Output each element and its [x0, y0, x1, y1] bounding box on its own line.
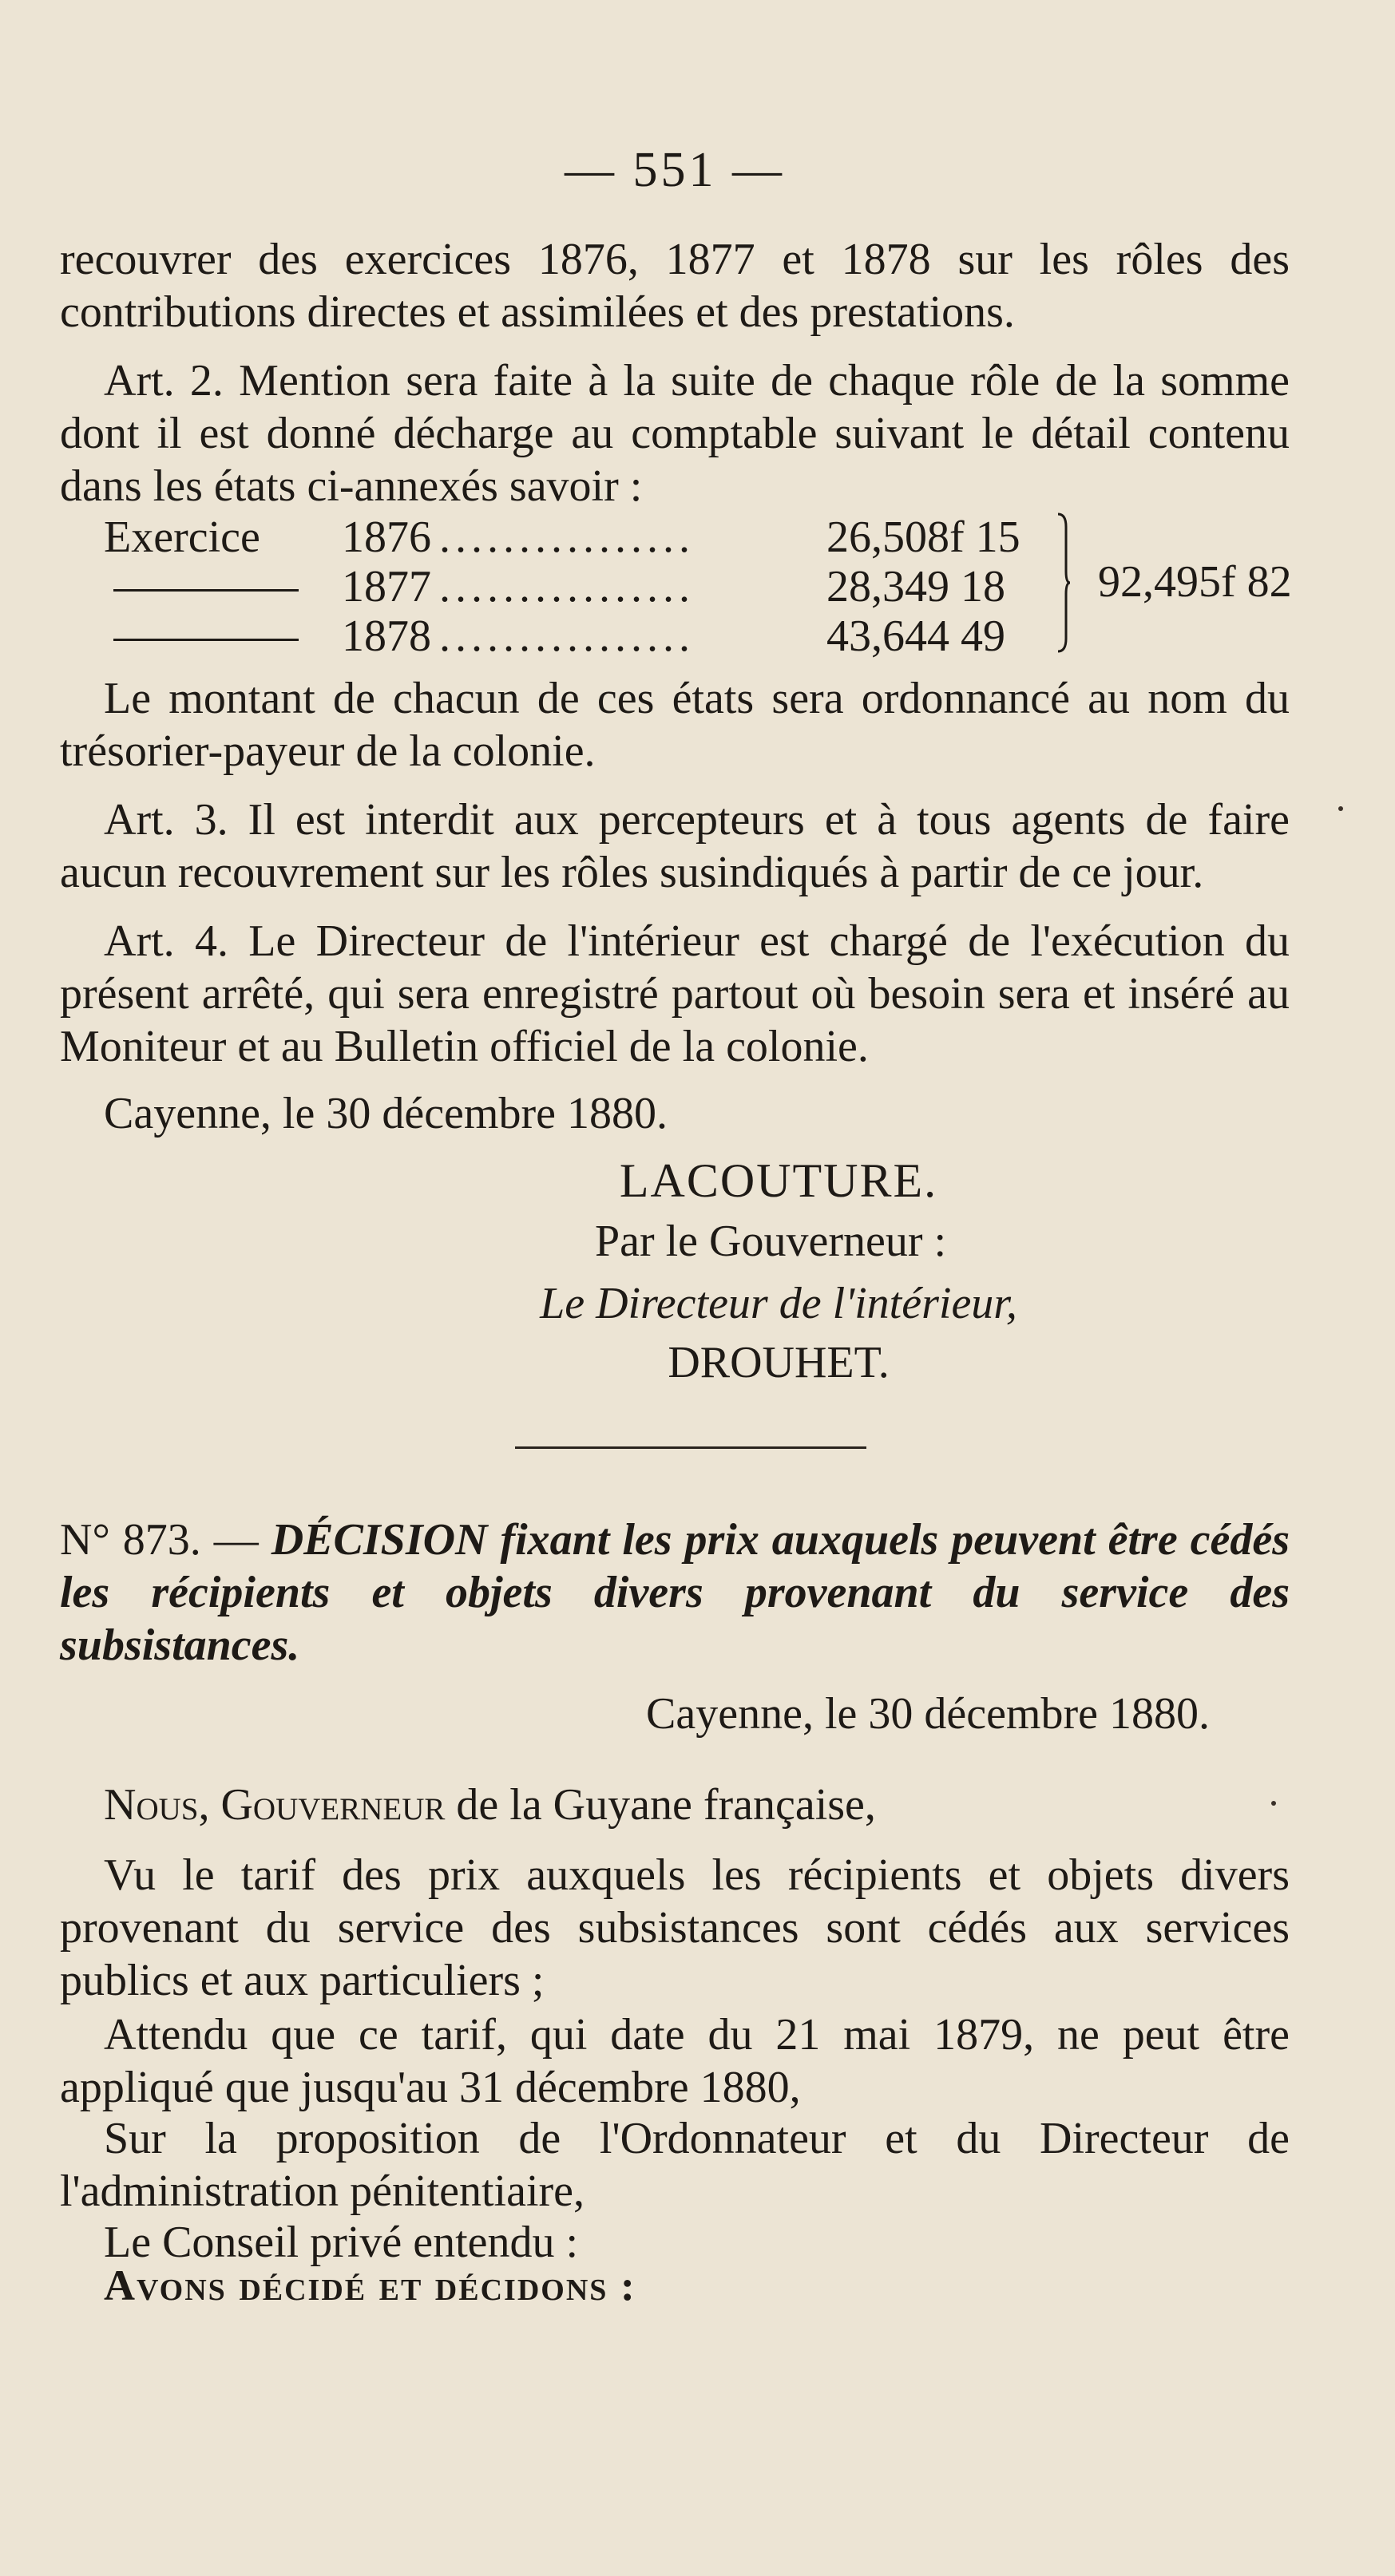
- paragraph-attendu: Attendu que ce tarif, qui date du 21 mai 1879, ne peut être appliqué que jusqu'au 31 décembre 1880,: [60, 2010, 1290, 2112]
- section-divider: [515, 1446, 866, 1449]
- date-line: Cayenne, le 30 décembre 1880.: [104, 1089, 668, 1138]
- paragraph-sur: Sur la proposition de l'Ordonnateur et du Directeur de l'administration pénitentiaire,: [60, 2114, 1290, 2216]
- decision-number: N° 873. —: [60, 1515, 259, 1565]
- exercise-total: 92,495f 82: [1098, 557, 1292, 607]
- leader-dots: ................: [439, 611, 695, 661]
- paragraph-article-2: Art. 2. Mention sera faite à la suite de chaque rôle de la somme dont il est donné décharge au comptable suivant le détail contenu dans les états ci-annexés savoir :: [60, 356, 1290, 511]
- paragraph-article-4: Art. 4. Le Directeur de l'intérieur est chargé de l'exécution du présent arrêté, qui sera enregistré partout où besoin sera et inséré au Moniteur et au Bulletin officiel de la colonie.: [60, 916, 1290, 1071]
- page-number: — 551 —: [565, 143, 785, 197]
- nous-line: [104, 1779, 1290, 1831]
- paragraph-conseil: Le Conseil privé entendu :: [104, 2218, 579, 2267]
- exercise-year: 1877: [342, 562, 431, 611]
- ditto-dash: [113, 639, 299, 641]
- exercise-amount: 26,508f 15: [826, 512, 1020, 562]
- signature-name: LACOUTURE.: [619, 1154, 938, 1207]
- paragraph-article-3: Art. 3. Il est interdit aux percepteurs et à tous agents de faire aucun recouvrement sur les rôles susindiqués à partir de ce jour.: [60, 795, 1290, 897]
- exercise-amount: 43,644 49: [826, 611, 1005, 661]
- nous-rest: de la Guyane française,: [456, 1780, 876, 1830]
- signature-role: Le Directeur de l'intérieur,: [540, 1279, 1017, 1328]
- ditto-dash: [113, 589, 299, 592]
- decision-description: fixant les prix auxquels peuvent être cédés les récipients et objets divers provenant du service des subsistances.: [60, 1515, 1290, 1670]
- brace-icon: [1056, 511, 1071, 655]
- signature-name-2: DROUHET.: [668, 1338, 890, 1387]
- exercise-year: 1878: [342, 611, 431, 661]
- ink-speck: [1338, 806, 1343, 811]
- paragraph-vu: Vu le tarif des prix auxquels les récipients et objets divers provenant du service des subsistances sont cédés aux services publics et aux particuliers ;: [60, 1850, 1290, 2005]
- ink-speck: [1271, 1801, 1276, 1806]
- decision-heading: [60, 1514, 1290, 1672]
- signature-by: Par le Gouverneur :: [594, 1217, 947, 1266]
- avons-decide: Avons décidé et décidons :: [104, 2261, 636, 2309]
- decision-date: Cayenne, le 30 décembre 1880.: [646, 1689, 1210, 1739]
- paragraph-montant: Le montant de chacun de ces états sera ordonnancé au nom du trésorier-payeur de la colonie.: [60, 674, 1290, 776]
- paragraph-recouvrer: recouvrer des exercices 1876, 1877 et 1878 sur les rôles des contributions directes et assimilées et des prestations.: [60, 235, 1290, 337]
- leader-dots: ................: [439, 562, 695, 611]
- exercise-label: Exercice: [104, 512, 260, 562]
- exercise-year: 1876: [342, 512, 431, 562]
- decision-title: DÉCISION: [271, 1515, 488, 1565]
- nous-gouverneur: Nous, Gouverneur: [104, 1780, 446, 1830]
- leader-dots: ................: [439, 512, 695, 562]
- exercise-amount: 28,349 18: [826, 562, 1005, 611]
